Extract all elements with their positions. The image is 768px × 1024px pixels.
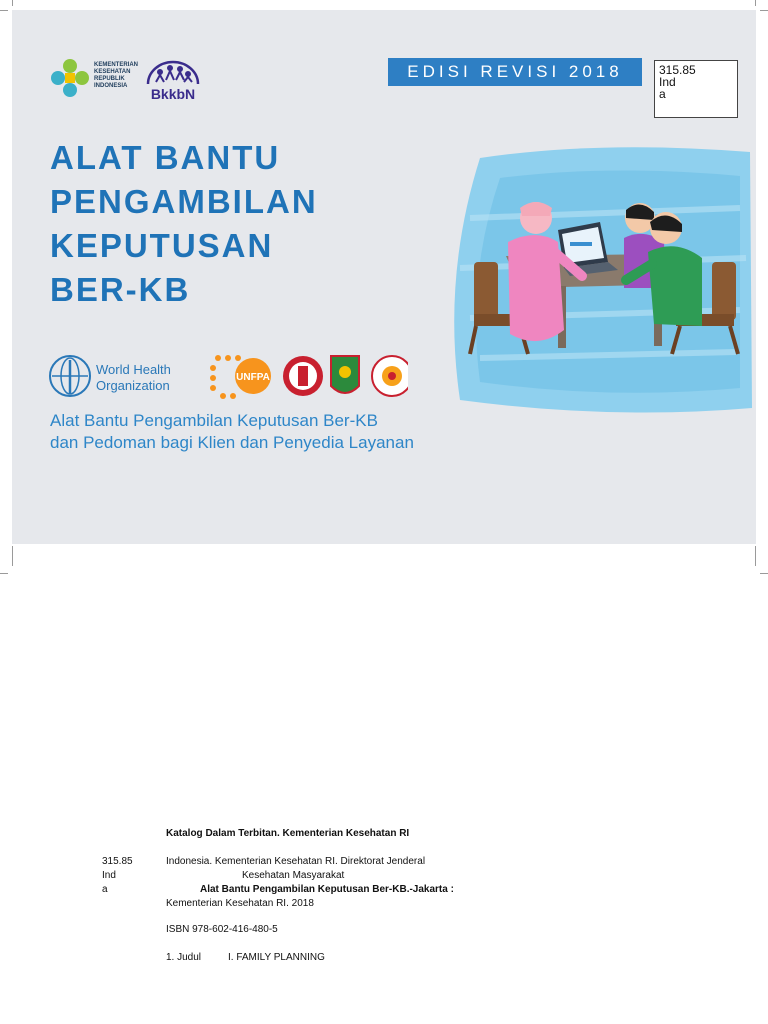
catalog-subject: I. FAMILY PLANNING [228,952,325,963]
title-line: PENGAMBILAN [50,183,318,220]
ministry-line: REPUBLIK [94,76,125,82]
call-number-line: Ind [659,75,676,89]
title-line: BER-KB [50,271,191,308]
unfpa-label: UNFPA [236,372,270,383]
catalog-subject: 1. Judul [166,952,202,963]
subtitle-line: dan Pedoman bagi Klien dan Penyedia Layanan [50,433,414,452]
ministry-line: INDONESIA [94,83,128,89]
catalog-publisher: Kementerian Kesehatan RI. 2018 [166,898,314,909]
catalog-call-number: Ind [102,870,116,881]
call-number-line: a [659,87,666,101]
catalog-call-number: a [102,884,108,895]
catalog-isbn: ISBN 978-602-416-480-5 [166,924,278,935]
catalog-author-cont: Kesehatan Masyarakat [242,870,345,881]
edition-band: EDISI REVISI 2018 [388,58,642,86]
call-number-line: 315.85 [659,63,696,77]
ministry-line: KEMENTERIAN [94,62,139,68]
catalog-title: Alat Bantu Pengambilan Keputusan Ber-KB.-Jakarta : [200,884,454,895]
catalog-call-number: 315.85 [102,856,133,867]
who-name-line: World Health [96,362,171,377]
catalog-author: Indonesia. Kementerian Kesehatan RI. Direktorat Jenderal [166,856,426,867]
who-name-line: Organization [96,378,170,393]
title-line: ALAT BANTU [50,139,281,176]
subtitle-line: Alat Bantu Pengambilan Keputusan Ber-KB [50,411,378,430]
title-line: KEPUTUSAN [50,227,274,264]
catalog-heading: Katalog Dalam Terbitan. Kementerian Kesehatan RI [166,828,410,839]
bkkbn-label: BkkbN [150,86,196,102]
ministry-line: KESEHATAN [94,69,131,75]
